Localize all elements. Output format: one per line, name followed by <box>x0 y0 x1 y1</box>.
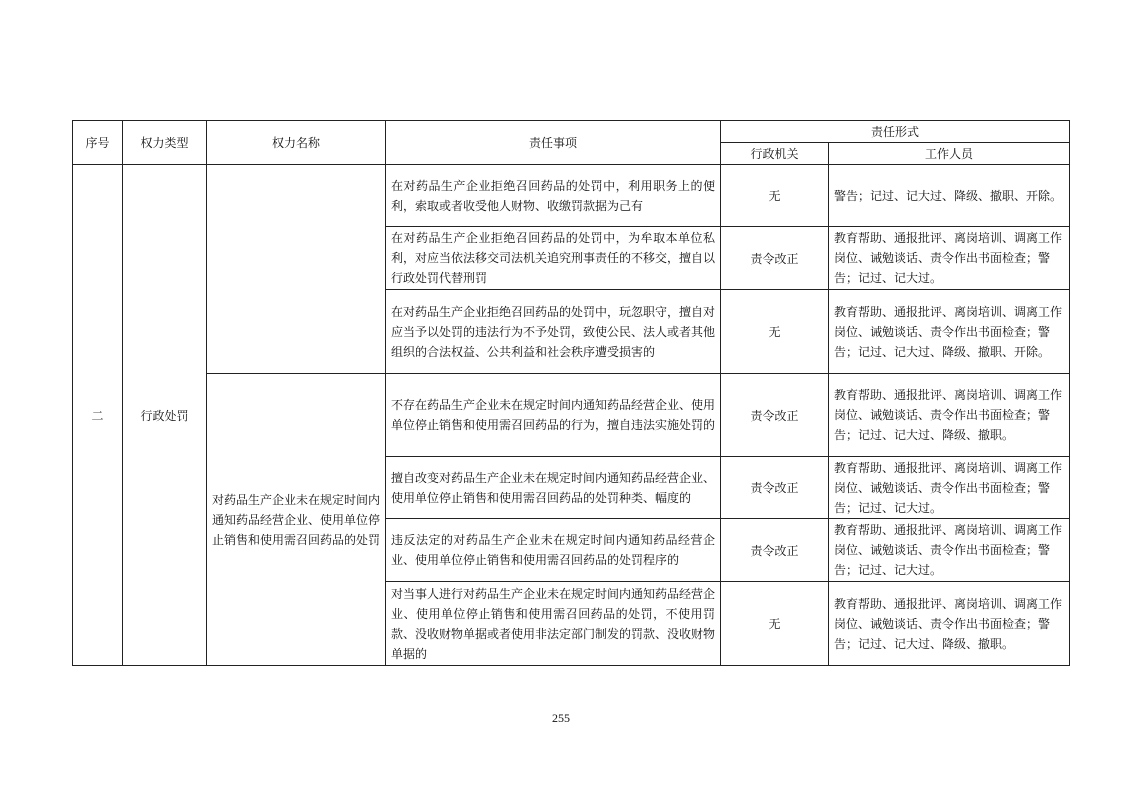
admin-cell: 无 <box>721 290 829 374</box>
staff-cell: 教育帮助、通报批评、离岗培训、调离工作岗位、诫勉谈话、责令作出书面检查；警告；记过、记大过、降级、撤职、开除。 <box>829 290 1070 374</box>
matter-cell: 在对药品生产企业拒绝召回药品的处罚中，利用职务上的便利，索取或者收受他人财物、收缴罚款据为己有 <box>386 165 721 227</box>
page-number: 255 <box>552 711 570 725</box>
staff-cell: 教育帮助、通报批评、离岗培训、调离工作岗位、诫勉谈话、责令作出书面检查；警告；记过、记大过。 <box>829 457 1070 519</box>
header-seq: 序号 <box>73 121 123 165</box>
admin-cell: 责令改正 <box>721 519 829 582</box>
matter-cell: 擅自改变对药品生产企业未在规定时间内通知药品经营企业、使用单位停止销售和使用需召回药品的处罚种类、幅度的 <box>386 457 721 519</box>
staff-cell: 教育帮助、通报批评、离岗培训、调离工作岗位、诫勉谈话、责令作出书面检查；警告；记过、记大过。 <box>829 519 1070 582</box>
group-power-type-cell: 行政处罚 <box>123 165 207 666</box>
group-power-name-cell-2: 对药品生产企业未在规定时间内通知药品经营企业、使用单位停止销售和使用需召回药品的处罚 <box>207 374 386 666</box>
header-matters: 责任事项 <box>386 121 721 165</box>
staff-cell: 教育帮助、通报批评、离岗培训、调离工作岗位、诫勉谈话、责令作出书面检查；警告；记过、记大过。 <box>829 227 1070 290</box>
header-power-type: 权力类型 <box>123 121 207 165</box>
header-staff: 工作人员 <box>829 143 1070 165</box>
header-admin-org: 行政机关 <box>721 143 829 165</box>
group-seq-cell: 二 <box>73 165 123 666</box>
matter-cell: 对当事人进行对药品生产企业未在规定时间内通知药品经营企业、使用单位停止销售和使用需召回药品的处罚，不使用罚款、没收财物单据或者使用非法定部门制发的罚款、没收财物单据的 <box>386 582 721 666</box>
matter-cell: 在对药品生产企业拒绝召回药品的处罚中，玩忽职守，擅自对应当予以处罚的违法行为不予处罚，致使公民、法人或者其他组织的合法权益、公共利益和社会秩序遭受损害的 <box>386 290 721 374</box>
table-row <box>73 165 1070 227</box>
staff-cell: 教育帮助、通报批评、离岗培训、调离工作岗位、诫勉谈话、责令作出书面检查；警告；记过、记大过、降级、撤职。 <box>829 582 1070 666</box>
header-row-1 <box>73 121 1070 143</box>
matter-cell: 不存在药品生产企业未在规定时间内通知药品经营企业、使用单位停止销售和使用需召回药品的行为，擅自违法实施处罚的 <box>386 374 721 457</box>
header-power-name: 权力名称 <box>207 121 386 165</box>
matter-cell: 在对药品生产企业拒绝召回药品的处罚中，为牟取本单位私利，对应当依法移交司法机关追究刑事责任的不移交，擅自以行政处罚代替刑罚 <box>386 227 721 290</box>
admin-cell: 责令改正 <box>721 374 829 457</box>
matter-cell: 违反法定的对药品生产企业未在规定时间内通知药品经营企业、使用单位停止销售和使用需召回药品的处罚程序的 <box>386 519 721 582</box>
table-row <box>73 374 1070 457</box>
admin-cell: 无 <box>721 582 829 666</box>
staff-cell: 警告；记过、记大过、降级、撤职、开除。 <box>829 165 1070 227</box>
admin-cell: 责令改正 <box>721 457 829 519</box>
admin-cell: 责令改正 <box>721 227 829 290</box>
staff-cell: 教育帮助、通报批评、离岗培训、调离工作岗位、诫勉谈话、责令作出书面检查；警告；记过、记大过、降级、撤职。 <box>829 374 1070 457</box>
group-power-name-cell-1 <box>207 165 386 374</box>
admin-cell: 无 <box>721 165 829 227</box>
responsibility-table <box>72 120 1070 666</box>
header-resp-form: 责任形式 <box>721 121 1070 143</box>
